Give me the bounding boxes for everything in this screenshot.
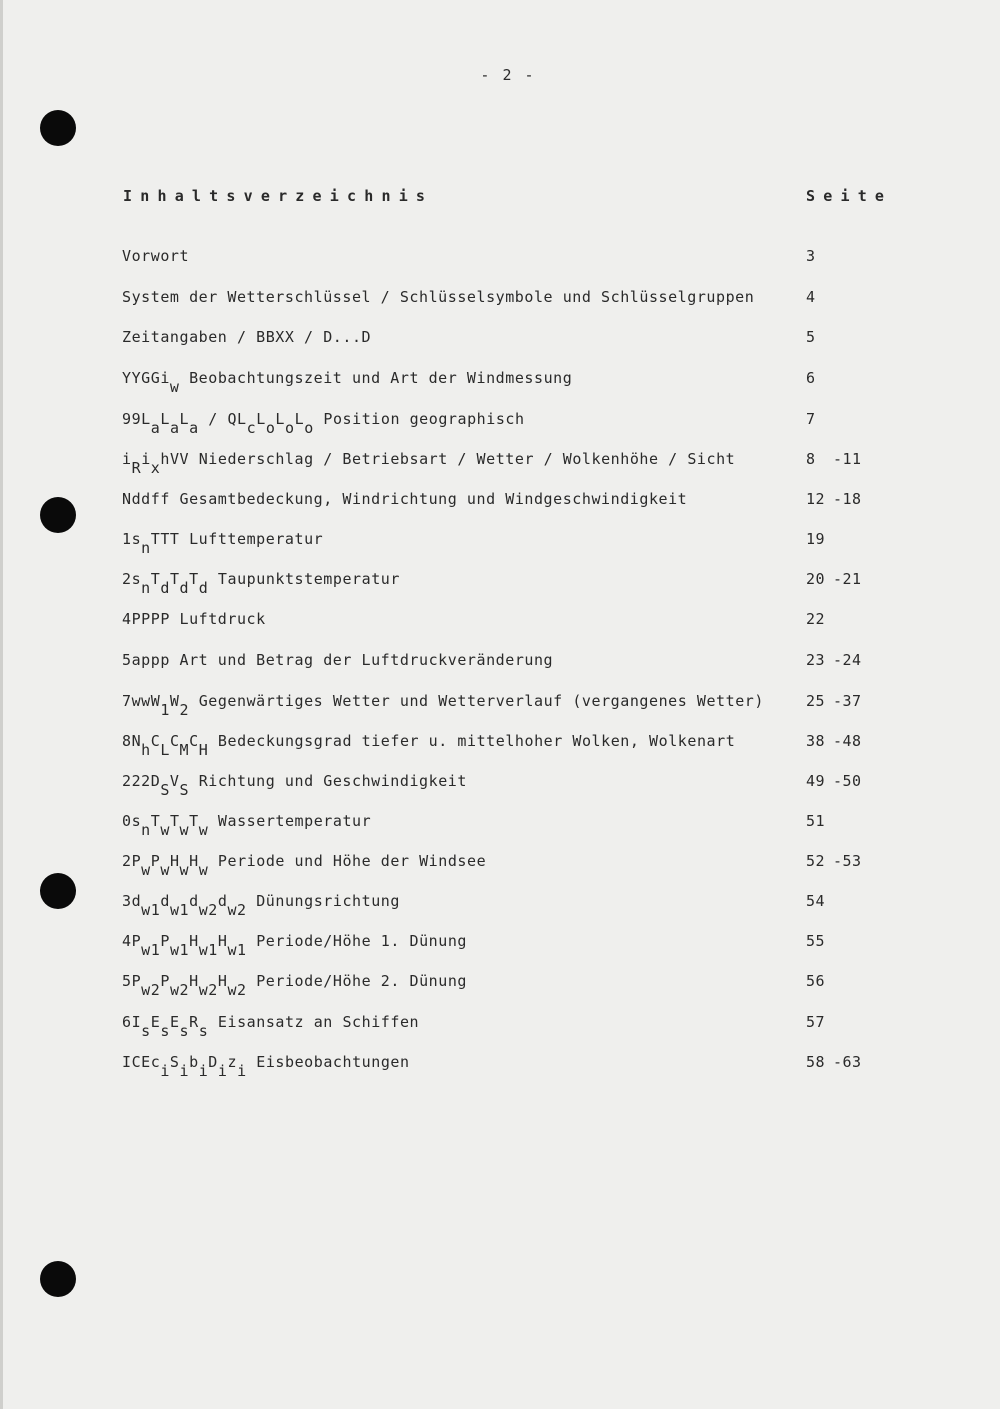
entry-description: Beobachtungszeit und Art der Windmessung — [179, 369, 573, 387]
entry-page: 22 — [806, 610, 826, 628]
toc-entry — [122, 852, 902, 878]
entry-label: Nddff Gesamtbedeckung, Windrichtung und Windgeschwindigkeit — [122, 490, 688, 508]
entry-page: 56 — [806, 972, 826, 990]
entry-page-range-end: -18 — [833, 490, 862, 508]
entry-page-range-end: -48 — [833, 732, 862, 750]
entry-label: $5P_{w2}P_{w2}H_{w2}H_{w2}$ Periode/Höhe 2. Dünung — [122, 972, 467, 999]
entry-page: 23 — [806, 651, 826, 669]
toc-entry — [122, 610, 902, 636]
toc-entry — [122, 328, 902, 354]
entry-page: 7 — [806, 410, 816, 428]
toc-entry — [122, 288, 902, 314]
entry-label: $1s_nTTT$ Lufttemperatur — [122, 530, 324, 557]
entry-page: 58 — [806, 1053, 826, 1071]
entry-label: System der Wetterschlüssel / Schlüsselsymbole und Schlüsselgruppen — [122, 288, 755, 306]
entry-description: Gesamtbedeckung, Windrichtung und Windgeschwindigkeit — [169, 490, 688, 508]
entry-page: 55 — [806, 932, 826, 950]
entry-label: $222D_SV_S$ Richtung und Geschwindigkeit — [122, 772, 467, 799]
entry-page-range-end: -50 — [833, 772, 862, 790]
toc-entry — [122, 570, 902, 596]
toc-entry — [122, 692, 902, 718]
entry-page: 52 — [806, 852, 826, 870]
toc-entry — [122, 812, 902, 838]
entry-description: Eisansatz an Schiffen — [208, 1013, 420, 1031]
toc-heading: Inhaltsverzeichnis — [123, 187, 434, 205]
entry-page-range-end: -11 — [833, 450, 862, 468]
entry-page: 57 — [806, 1013, 826, 1031]
entry-label: 5appp Art und Betrag der Luftdruckveränderung — [122, 651, 554, 669]
toc-entry — [122, 369, 902, 395]
entry-label: $2s_nT_dT_dT_d$ Taupunktstemperatur — [122, 570, 400, 597]
toc-entry — [122, 530, 902, 556]
entry-label: Zeitangaben / BBXX / D...D — [122, 328, 372, 346]
entry-page: 20 — [806, 570, 826, 588]
entry-description: Periode/Höhe 2. Dünung — [246, 972, 467, 990]
entry-description: Periode/Höhe 1. Dünung — [246, 932, 467, 950]
entry-description: Dünungsrichtung — [246, 892, 400, 910]
entry-page-range-end: -21 — [833, 570, 862, 588]
entry-page: 51 — [806, 812, 826, 830]
entry-description: Lufttemperatur — [179, 530, 324, 548]
toc-entry — [122, 932, 902, 958]
entry-description: Niederschlag / Betriebsart / Wetter / Wolkenhöhe / Sicht — [189, 450, 736, 468]
entry-page: 49 — [806, 772, 826, 790]
entry-description: Position geographisch — [313, 410, 525, 428]
punch-hole — [40, 873, 76, 909]
entry-label: $6I_sE_sE_sR_s$ Eisansatz an Schiffen — [122, 1013, 420, 1040]
entry-description: Luftdruck — [169, 610, 266, 628]
entry-description: Gegenwärtiges Wetter und Wetterverlauf (vergangenes Wetter) — [189, 692, 764, 710]
entry-description: Wassertemperatur — [208, 812, 372, 830]
toc-entry — [122, 972, 902, 998]
entry-label: $8N_hC_LC_MC_H$ Bedeckungsgrad tiefer u. mittelhoher Wolken, Wolkenart — [122, 732, 736, 759]
punch-hole — [40, 497, 76, 533]
entry-page: 19 — [806, 530, 826, 548]
toc-entry — [122, 732, 902, 758]
entry-page: 54 — [806, 892, 826, 910]
entry-description: Taupunktstemperatur — [208, 570, 400, 588]
entry-page: 12 — [806, 490, 826, 508]
entry-label: $0s_nT_wT_wT_w$ Wassertemperatur — [122, 812, 372, 839]
entry-page: 4 — [806, 288, 816, 306]
entry-description: Art und Betrag der Luftdruckveränderung — [169, 651, 554, 669]
entry-page: 5 — [806, 328, 816, 346]
entry-label: $99L_aL_aL_a / QL_cL_oL_oL_o$ Position geographisch — [122, 410, 525, 437]
entry-label: YYGGi$_w$ Beobachtungszeit und Art der Windmessung — [122, 369, 573, 396]
entry-page-range-end: -37 — [833, 692, 862, 710]
punch-hole — [40, 110, 76, 146]
entry-label: $7wwW_1W_2$ Gegenwärtiges Wetter und Wetterverlauf (vergangenes Wetter) — [122, 692, 764, 719]
punch-hole — [40, 1261, 76, 1297]
entry-page: 6 — [806, 369, 816, 387]
entry-label: $i_Ri_xhVV$ Niederschlag / Betriebsart / Wetter / Wolkenhöhe / Sicht — [122, 450, 736, 477]
entry-page-range-end: -24 — [833, 651, 862, 669]
toc-entry — [122, 490, 902, 516]
entry-label: 4PPPP Luftdruck — [122, 610, 266, 628]
toc-entry — [122, 1053, 902, 1079]
toc-entry — [122, 450, 902, 476]
page-number: - 2 - — [480, 66, 536, 84]
entry-description: Eisbeobachtungen — [256, 1053, 410, 1071]
entry-description: Bedeckungsgrad tiefer u. mittelhoher Wolken, Wolkenart — [208, 732, 736, 750]
toc-entry — [122, 651, 902, 677]
entry-page: 3 — [806, 247, 816, 265]
entry-description: Richtung und Geschwindigkeit — [189, 772, 467, 790]
toc-entry — [122, 247, 902, 273]
entry-label: $ICEc_iS_ib_iD_iz_i$ Eisbeobachtungen — [122, 1053, 410, 1080]
entry-description: Periode und Höhe der Windsee — [208, 852, 487, 870]
entry-label: $2P_wP_wH_wH_w$ Periode und Höhe der Windsee — [122, 852, 487, 879]
toc-entry — [122, 1013, 902, 1039]
entry-page-range-end: -53 — [833, 852, 862, 870]
toc-entry — [122, 410, 902, 436]
entry-page: 38 — [806, 732, 826, 750]
entry-page: 25 — [806, 692, 826, 710]
toc-entry — [122, 772, 902, 798]
entry-label: $3d_{w1}d_{w1}d_{w2}d_{w2}$ Dünungsrichtung — [122, 892, 400, 919]
entry-label: $4P_{w1}P_{w1}H_{w1}H_{w1}$ Periode/Höhe 1. Dünung — [122, 932, 467, 959]
entry-page-range-end: -63 — [833, 1053, 862, 1071]
toc-entry — [122, 892, 902, 918]
entry-page: 8 — [806, 450, 816, 468]
page-column-heading: Seite — [806, 187, 893, 205]
entry-label: Vorwort — [122, 247, 190, 265]
